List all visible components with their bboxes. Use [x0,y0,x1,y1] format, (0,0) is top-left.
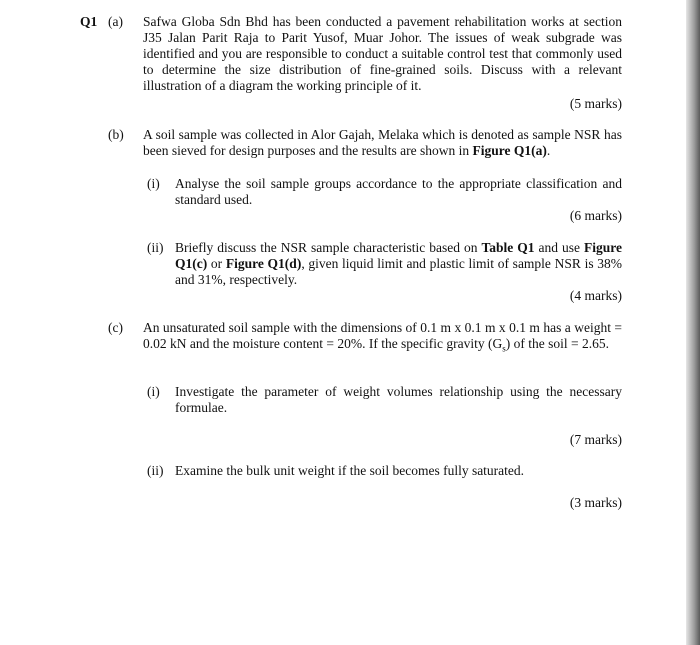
part-c-text-end: ) of the soil = 2.65. [505,336,610,351]
part-b-ii-marks: (4 marks) [569,288,622,303]
part-b-ii-text [175,240,622,288]
part-b-text [143,127,622,159]
part-b-ii-label: (ii) [147,240,164,255]
part-c-i-text: Investigate the parameter of weight volumes relationship using the necessary formulae. [175,384,622,415]
part-b-i-text: Analyse the soil sample groups accordance to the appropriate classification and standard used. [175,176,622,207]
part-b-ii-t1: Briefly discuss the NSR sample characteristic based on [175,240,482,255]
part-b-figure-ref: Figure Q1(a) [472,143,547,158]
part-c-ii-marks: (3 marks) [569,495,622,510]
question-number: Q1 [80,14,98,29]
table-ref: Table Q1 [481,240,535,255]
part-c-ii-label: (ii) [147,463,164,478]
part-c-text-main: An unsaturated soil sample with the dimensions of 0.1 m x 0.1 m x 0.1 m has a weight = 0.02 kN and the moisture content = 20%. If the specific gravity (G [143,320,622,351]
part-b-i-marks: (6 marks) [569,208,622,223]
part-c-ii-text: Examine the bulk unit weight if the soil becomes fully saturated. [175,463,525,478]
part-c-label: (c) [108,320,123,335]
part-a-label: (a) [108,14,123,29]
figure-d-ref: Figure Q1(d) [225,256,302,271]
part-c-i-label: (i) [147,384,160,399]
part-b-ii-t7: , given liquid limit and plastic limit of sample NSR is 38% and 31%, respectively. [175,256,623,287]
specific-gravity-subscript: s [502,343,506,354]
part-b-ii-t3: and use [534,240,584,255]
part-b-text-main: A soil sample was collected in Alor Gajah, Melaka which is denoted as sample NSR has been sieved for design purposes and the results are shown in [143,127,622,158]
part-b-i-label: (i) [147,176,160,191]
page-edge-shadow [686,0,700,645]
part-a-marks: (5 marks) [569,96,622,111]
part-b-text-end: . [546,143,551,158]
part-a-text: Safwa Globa Sdn Bhd has been conducted a pavement rehabilitation works at section J35 Jalan Parit Raja to Parit Yusof, Muar Johor. The issues of weak subgrade was identified and you are responsible to conduct a suitable control test that commonly used to determine the size distribution of fine-grained soils. Discuss with a relevant illustration of a diagram the working principle of it. [143,14,622,93]
figure-c-ref: Figure Q1(c) [175,240,622,271]
part-b-label: (b) [108,127,124,142]
part-b-ii-t5: or [207,256,226,271]
part-c-i-marks: (7 marks) [569,432,622,447]
part-c-text [143,320,622,357]
